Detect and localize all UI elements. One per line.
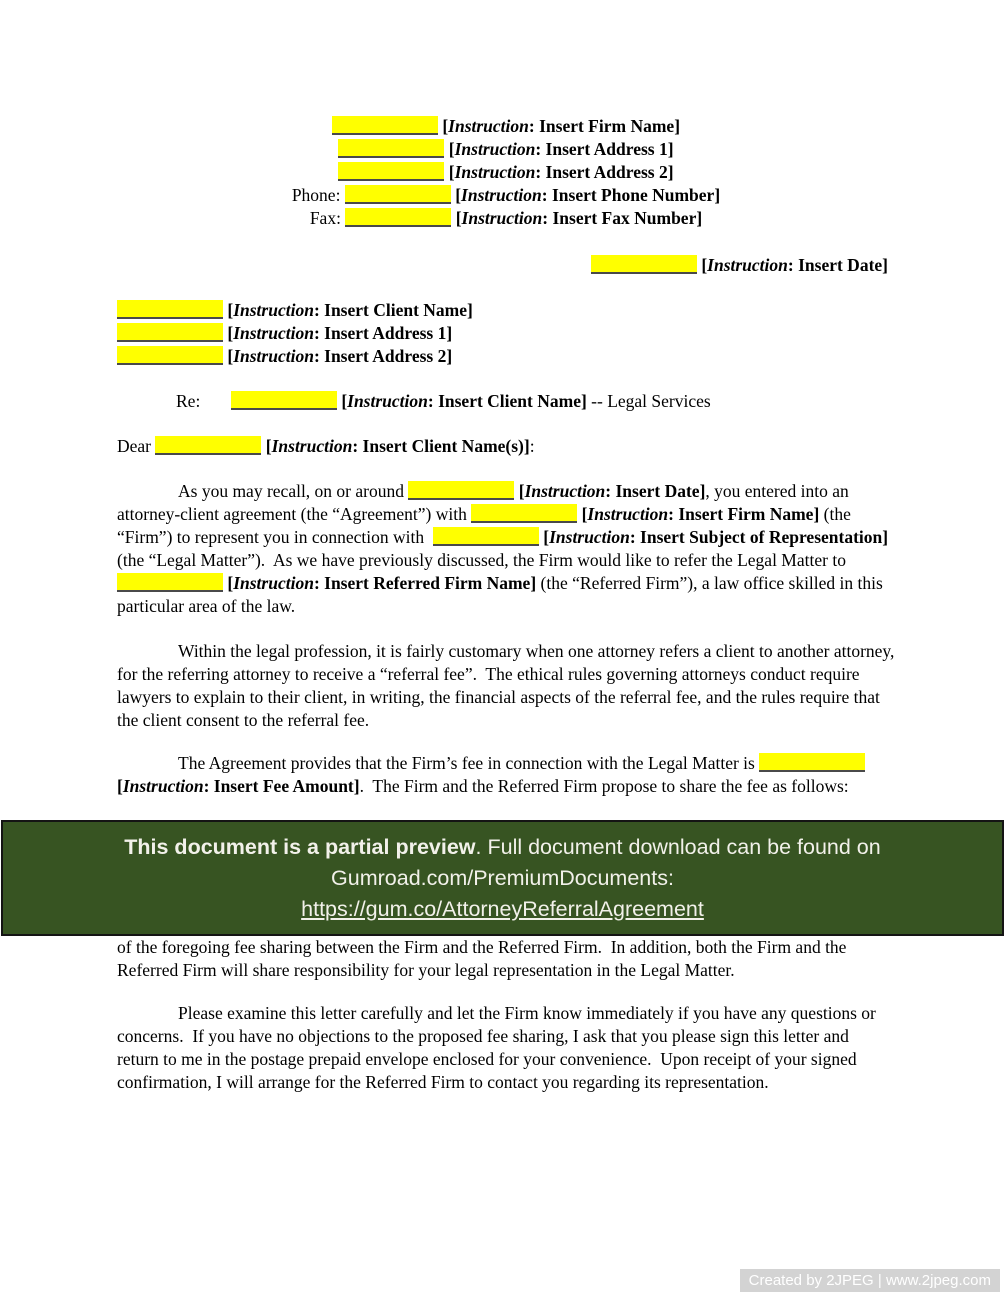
text-segment: : Insert Firm Name] (528, 116, 681, 136)
text-segment: : Insert Client Name(s)] (352, 436, 530, 456)
text-segment: Instruction (524, 481, 606, 501)
highlight-blank (338, 162, 444, 181)
letterhead-address1-line (117, 138, 895, 161)
text-segment: : Insert Subject of Representation] (629, 527, 889, 547)
text-segment: , you entered into an attorney-client agreement (the “Agreement”) with (117, 481, 849, 524)
highlight-blank (408, 481, 514, 500)
highlight-blank (345, 208, 451, 227)
text-segment: : Insert Client Name] (427, 391, 587, 411)
text-segment: : Insert Client Name] (313, 300, 473, 320)
paragraph-after-banner (117, 936, 895, 982)
highlight-blank (117, 300, 223, 319)
text-segment: Instruction (587, 504, 669, 524)
text-segment: : Insert Firm Name] (668, 504, 820, 524)
text-segment: Instruction (707, 255, 788, 275)
recipient-address2-line (117, 345, 473, 368)
highlight-blank (117, 346, 223, 365)
banner-line-1 (3, 832, 1002, 863)
text-segment: [ (227, 573, 234, 593)
highlight-blank (117, 323, 223, 342)
highlight-blank (759, 753, 865, 772)
text-segment: (the “Referred Firm”), a law office skilled in this particular area of the law. (117, 573, 883, 616)
text-segment: [ (455, 208, 462, 228)
text-segment: (the “Firm”) to represent you in connection with (117, 504, 851, 547)
text-segment: Instruction (233, 323, 314, 343)
banner-regular-text: . Full document download can be found on (475, 834, 881, 859)
highlight-blank (471, 504, 577, 523)
text-segment: [ (341, 391, 348, 411)
text-segment: : Insert Address 2] (535, 162, 674, 182)
text-segment: Instruction (233, 346, 314, 366)
letterhead-block (117, 115, 895, 230)
text-segment: Instruction (454, 139, 536, 159)
text-segment: Instruction (233, 573, 314, 593)
text-segment: Instruction (549, 527, 630, 547)
text-segment: Instruction (233, 300, 314, 320)
text-segment: [ (701, 255, 708, 275)
salutation-line (117, 435, 895, 458)
text-segment: [ (518, 481, 525, 501)
text-segment: [ (117, 776, 123, 796)
text-segment: : Insert Date] (605, 481, 706, 501)
text-segment: : Insert Referred Firm Name] (313, 573, 537, 593)
text-segment: : Insert Phone Number] (541, 185, 721, 205)
text-segment: : Insert Fee Amount] (203, 776, 360, 796)
highlight-blank (231, 391, 337, 410)
text-segment: [ (455, 185, 462, 205)
text-segment: : Insert Fax Number] (542, 208, 703, 228)
paragraph-fee (117, 752, 895, 798)
banner-bold-text: This document is a partial preview (124, 834, 476, 859)
text-segment: [ (448, 162, 455, 182)
text-segment: Instruction (271, 436, 353, 456)
text-segment: Within the legal profession, it is fairly customary when one attorney refers a client to another attorney, for the referring attorney to receive a “referral fee”. The ethical rules governing attorneys conduct require lawyers to explain to their client, in writing, the financial aspects of the referral fee, and the rules require that the client consent to the referral fee. (117, 641, 895, 730)
letterhead-address2-line (117, 161, 895, 184)
text-segment: : (529, 436, 535, 456)
text-segment: The Agreement provides that the Firm’s fee in connection with the Legal Matter is (178, 753, 760, 773)
text-segment: [ (543, 527, 550, 547)
recipient-address1-line (117, 322, 473, 345)
text-segment: : Insert Date] (787, 255, 888, 275)
recipient-block (117, 299, 473, 368)
highlight-blank (591, 255, 697, 274)
text-segment: [ (227, 346, 234, 366)
text-segment: [ (442, 116, 449, 136)
paragraph-referral-custom (117, 640, 895, 732)
paragraph-recall (117, 480, 895, 618)
text-segment: [ (581, 504, 588, 524)
letterhead-firm-name-line (117, 115, 895, 138)
highlight-blank (433, 527, 539, 546)
text-segment: [ (265, 436, 272, 456)
paragraph-closing (117, 1002, 895, 1094)
watermark: Created by 2JPEG | www.2jpeg.com (740, 1269, 1000, 1292)
text-segment: of the foregoing fee sharing between the Firm and the Referred Firm. In addition, both the Firm and the Referred Firm will share responsibility for your legal representation in the Legal Matter. (117, 937, 847, 980)
preview-banner (1, 820, 1004, 936)
text-segment: Dear (117, 436, 156, 456)
re-line (117, 390, 954, 413)
letterhead-phone-line (117, 184, 895, 207)
text-segment: Please examine this letter carefully and let the Firm know immediately if you have any questions or concerns. If you have no objections to the proposed fee sharing, I ask that you please sign this letter and return to me in the postage prepaid envelope enclosed for your convenience. Upon receipt of your signed confirmation, I will arrange for the Referred Firm to contact you regarding its representation. (117, 1003, 876, 1092)
text-segment: [ (227, 300, 234, 320)
highlight-blank (338, 139, 444, 158)
text-segment: Instruction (461, 185, 542, 205)
banner-line-2: Gumroad.com/PremiumDocuments: (331, 865, 674, 890)
text-segment: . The Firm and the Referred Firm propose to share the fee as follows: (359, 776, 849, 796)
text-segment: Instruction (448, 116, 529, 136)
banner-download-link[interactable]: https://gum.co/AttorneyReferralAgreement (301, 896, 704, 921)
text-segment: Instruction (347, 391, 428, 411)
text-segment: As you may recall, on or around (178, 481, 409, 501)
highlight-blank (155, 436, 261, 455)
letterhead-fax-line (117, 207, 895, 230)
text-segment: Instruction (454, 162, 536, 182)
highlight-blank (117, 573, 223, 592)
banner-line-3 (3, 894, 1002, 925)
text-segment: -- Legal Services (586, 391, 711, 411)
text-segment: (the “Legal Matter”). As we have previously discussed, the Firm would like to refer the Legal Matter to (117, 550, 846, 570)
text-segment: Phone: (291, 185, 345, 205)
highlight-blank (332, 116, 438, 135)
highlight-blank (345, 185, 451, 204)
text-segment: Re: (176, 391, 231, 411)
text-segment: Instruction (122, 776, 204, 796)
text-segment: : Insert Address 1] (313, 323, 453, 343)
text-segment: : Insert Address 2] (313, 346, 453, 366)
text-segment: Fax: (309, 208, 346, 228)
text-segment: : Insert Address 1] (535, 139, 674, 159)
recipient-client-name-line (117, 299, 473, 322)
text-segment: Instruction (461, 208, 543, 228)
date-line (117, 254, 888, 277)
text-segment: [ (448, 139, 455, 159)
text-segment: [ (227, 323, 234, 343)
